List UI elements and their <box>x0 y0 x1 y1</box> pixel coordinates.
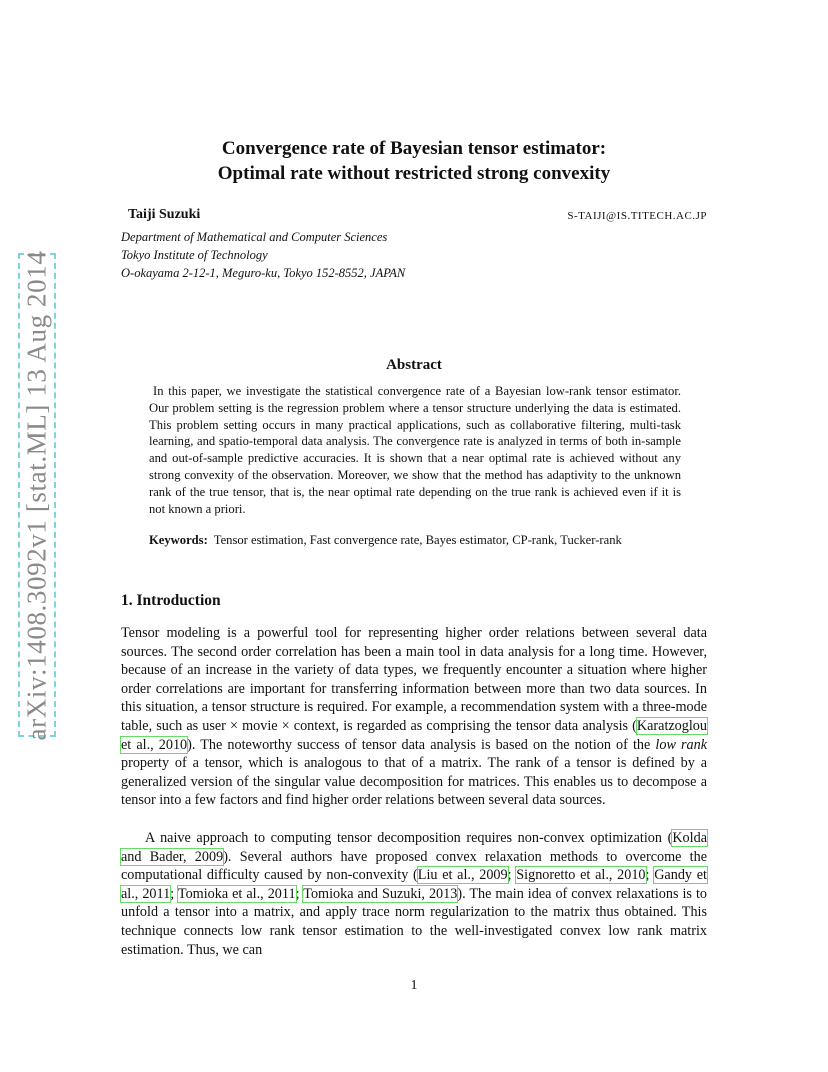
citation-link[interactable]: Tomioka et al., 2011 <box>177 885 296 902</box>
paragraph-text: ). Several authors have proposed convex relaxation methods to overcome the computational difficulty caused by non-convexity ( <box>121 848 707 884</box>
citation-separator: ; <box>170 885 178 902</box>
abstract-heading: Abstract <box>386 357 442 373</box>
intro-paragraph-1 <box>121 624 707 810</box>
keywords-label: Keywords: <box>149 533 208 547</box>
paragraph-text: ). The noteworthy success of tensor data analysis is based on the notion of the <box>187 736 656 753</box>
affiliation-institute: Tokyo Institute of Technology <box>121 248 268 262</box>
title-line-2: Optimal rate without restricted strong convexity <box>217 163 611 184</box>
keywords <box>149 532 681 549</box>
affiliation-department: Department of Mathematical and Computer Sciences <box>121 230 388 244</box>
title-line-1: Convergence rate of Bayesian tensor estimator: <box>221 138 607 159</box>
citation-link[interactable]: Gandy et al., 2011 <box>121 867 707 902</box>
affiliation-address: O-okayama 2-12-1, Meguro-ku, Tokyo 152-8552, JAPAN <box>121 266 406 280</box>
arxiv-stamp[interactable] <box>18 250 56 740</box>
citation-separator: ; <box>507 867 517 884</box>
paragraph-text: property of a tensor, which is analogous to that of a matrix. The rank of a tensor is defined by a generalized version of the singular value decomposition for matrices. This enables us to decompose a tensor into a few factors and find higher order relations between several data sources. <box>121 755 707 809</box>
paragraph-text: A naive approach to computing tensor decomposition requires non-convex optimization ( <box>145 830 673 846</box>
page-number: 1 <box>410 978 418 993</box>
citation-separator: ; <box>295 885 304 902</box>
citation-link[interactable]: Karatzoglou et al., 2010 <box>121 717 707 753</box>
intro-paragraph-2 <box>121 829 707 959</box>
author-name: Taiji Suzuki <box>128 207 201 222</box>
citation-link[interactable]: Liu et al., 2009 <box>417 867 508 884</box>
citation-link[interactable]: Signoretto et al., 2010 <box>516 867 646 884</box>
author-email[interactable]: S-TAIJI@IS.TITECH.AC.JP <box>567 210 707 222</box>
arxiv-identifier[interactable]: arXiv:1408.3092v1 [stat.ML] 13 Aug 2014 <box>21 250 52 740</box>
paragraph-text: Tensor modeling is a powerful tool for representing higher order relations between several data sources. The second order correlation has been a main tool in data analysis for a long time. However, because of an increase in the variety of data types, we frequently encounter a situation where higher order correlations are important for transferring information between more than two data sources. In this situation, a tensor structure is required. For example, a recommendation system with a three-mode table, such as user × movie × context, is regarded as comprising the tensor data analysis ( <box>121 625 707 734</box>
citation-separator: ; <box>645 867 655 884</box>
citation-link[interactable]: Tomioka and Suzuki, 2013 <box>303 885 458 902</box>
paper-title <box>120 136 708 186</box>
section-heading-introduction: 1. Introduction <box>121 592 221 609</box>
citation-link[interactable]: Kolda and Bader, 2009 <box>121 830 707 865</box>
keywords-list: Tensor estimation, Fast convergence rate, Bayes estimator, CP-rank, Tucker-rank <box>213 533 622 547</box>
paragraph-text: ). The main idea of convex relaxations is to unfold a tensor into a matrix, and apply trace norm regularization to the matrix thus obtained. This technique connects low rank tensor estimation to the well-investigated convex low rank matrix estimation. Thus, we can <box>121 885 707 958</box>
emphasis-text: low rank <box>655 736 708 753</box>
abstract-text: In this paper, we investigate the statistical convergence rate of a Bayesian low-rank tensor estimator. Our problem setting is the regression problem where a tensor structure underlying the data is estimated. This problem setting occurs in many practical applications, such as collaborative filtering, multi-task learning, and spatio-temporal data analysis. The convergence rate is analyzed in terms of both in-sample and out-of-sample predictive accuracies. It is shown that a near optimal rate is achieved without any strong convexity of the observation. Moreover, we show that the method has adaptivity to the unknown rank of the true tensor, that is, the near optimal rate depending on the true rank is achieved even if it is not known a priori. <box>149 384 681 516</box>
author-affiliation <box>121 228 405 282</box>
